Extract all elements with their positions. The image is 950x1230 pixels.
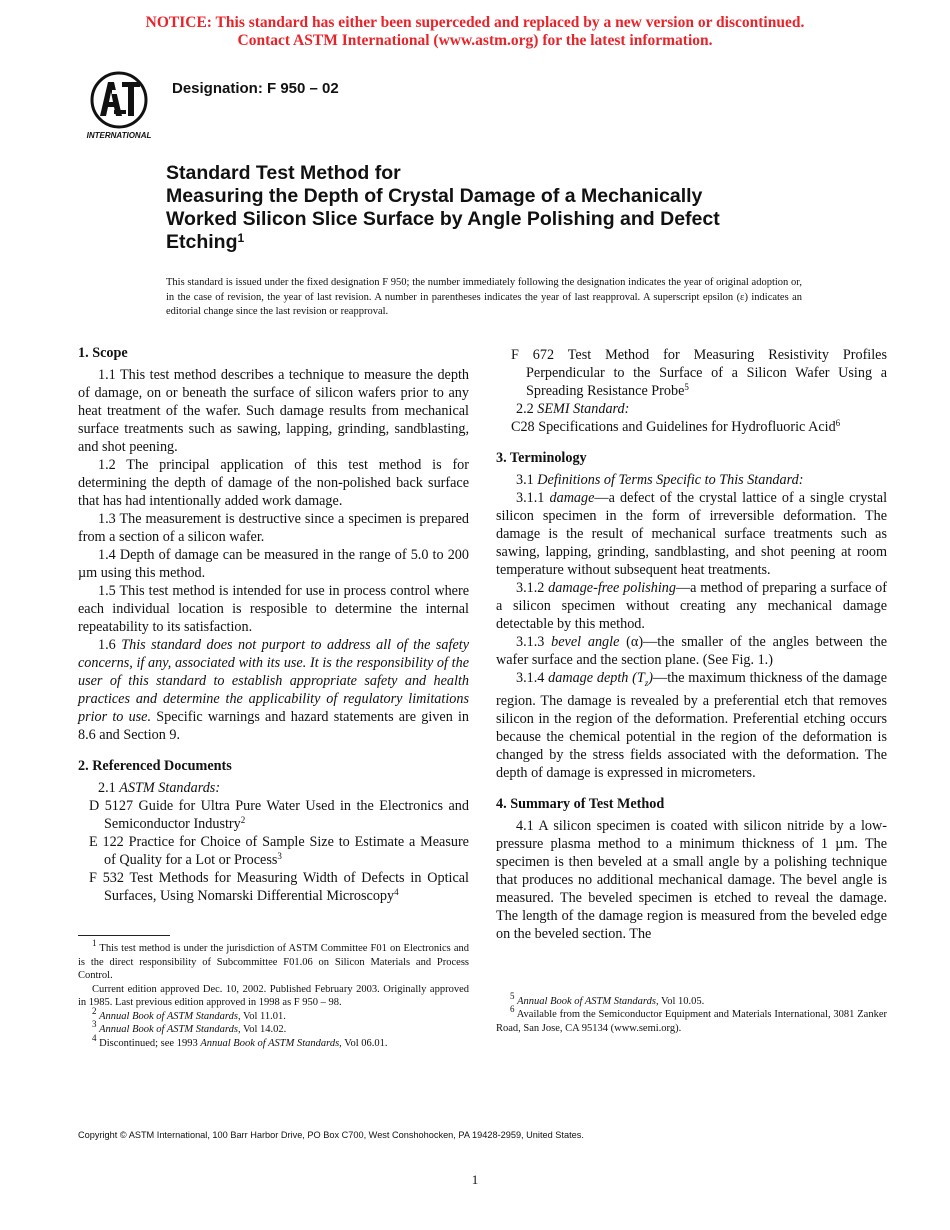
footnote-6-text: Available from the Semiconductor Equipment and Materials International, 3081 Zanker Road, San Jose, CA 95134 (www.semi.org). xyxy=(496,1009,887,1034)
para-1-6-num: 1.6 xyxy=(98,637,122,653)
ref-f532 xyxy=(78,869,469,905)
para-2-2 xyxy=(496,400,887,418)
para-3-1-2-num: 3.1.2 xyxy=(516,580,549,596)
term-damage: damage xyxy=(549,490,595,506)
footnote-3 xyxy=(78,1019,469,1037)
para-2-2-label: SEMI Standard: xyxy=(537,401,630,417)
title-line-3: Worked Silicon Slice Surface by Angle Polishing and Defect xyxy=(166,208,720,230)
section-summary-heading: 4. Summary of Test Method xyxy=(496,795,665,812)
section-terminology-heading: 3. Terminology xyxy=(496,450,587,466)
footnote-2-num: 2 xyxy=(92,1005,97,1016)
astm-logo xyxy=(78,70,160,142)
notice-line-1: NOTICE: This standard has either been superceded and replaced by a new version or discontinued. xyxy=(145,14,805,31)
ref-f672-sup: 5 xyxy=(684,382,689,392)
ref-d5127-sup: 2 xyxy=(240,815,246,825)
logo-wordmark: INTERNATIONAL xyxy=(86,131,152,140)
right-column xyxy=(496,346,887,1035)
ref-c28 xyxy=(496,418,887,436)
title-line-4 xyxy=(166,231,826,254)
term-damage-free-polishing: damage-free polishing xyxy=(548,580,676,596)
para-2-1-label: ASTM Standards: xyxy=(119,780,221,796)
footnote-1b: Current edition approved Dec. 10, 2002. Published February 2003. Originally approved in 1985. Last previous edition approved in 1998 as F 950 – 98. xyxy=(78,983,469,1008)
para-1-2: 1.2 The principal application of this test method is for determining the depth of damage of the non-polished back surface that has had intentionally added work damage. xyxy=(78,457,469,509)
right-footnotes xyxy=(496,990,887,1036)
para-3-1-4 xyxy=(496,669,887,782)
copyright-line: Copyright © ASTM International, 100 Barr Harbor Drive, PO Box C700, West Conshohocken, PA 19428-2959, United States. xyxy=(78,1130,584,1140)
footnote-1-num: 1 xyxy=(92,938,97,948)
para-3-1-label: Definitions of Terms Specific to This Standard: xyxy=(537,472,804,488)
para-1-5: 1.5 This test method is intended for use in process control where each individual location is resposible to determine the internal repeatability to its satisfaction. xyxy=(78,583,469,635)
footnote-4-rest: , Vol 06.01. xyxy=(339,1037,388,1049)
ref-d5127-text: D 5127 Guide for Ultra Pure Water Used in the Electronics and Semiconductor Industry xyxy=(89,798,469,832)
para-3-1-1-num: 3.1.1 xyxy=(516,490,550,506)
para-3-1-3-text: —the smaller of the angles between the wafer surface and the section plane. (See Fig. 1.) xyxy=(496,634,888,668)
supersede-notice xyxy=(0,14,950,50)
para-1-4: 1.4 Depth of damage can be measured in the range of 5.0 to 200 µm using this method. xyxy=(78,547,469,581)
footnote-6 xyxy=(496,1004,887,1035)
designation: Designation: F 950 – 02 xyxy=(172,80,339,97)
para-3-1-4-text: —the maximum thickness of the damage region. The damage is revealed by a preferential etch that removes silicon in the region of the deformation. Preferential etching occurs because the chemical potential in the region of the deformation is changed by the stress fields associated with the deformation. The depth of damage is expressed in micrometers. xyxy=(496,670,888,781)
footnote-6-num: 6 xyxy=(510,1004,515,1015)
term-damage-depth: damage depth (T xyxy=(548,670,645,686)
footnote-2-rest: , Vol 11.01. xyxy=(237,1010,286,1022)
footnote-3-num: 3 xyxy=(92,1019,97,1029)
footnote-4-title: Annual Book of ASTM Standards xyxy=(200,1037,340,1049)
footnote-5 xyxy=(496,990,887,1009)
footnote-4-num: 4 xyxy=(92,1032,97,1043)
issued-note: This standard is issued under the fixed designation F 950; the number immediately following the designation indicates the year of original adoption or, in the case of revision, the year of last revision. A number in parentheses indicates the year of last reapproval. A superscript epsilon (ε) indicates an editorial change since the last revision or reapproval. xyxy=(166,277,802,317)
para-2-2-num: 2.2 xyxy=(516,401,538,417)
ref-f532-text: F 532 Test Methods for Measuring Width of Defects in Optical Surfaces, Using Nomarski Differential Microscopy xyxy=(89,870,469,904)
footnote-2-title: Annual Book of ASTM Standards xyxy=(99,1010,238,1022)
term-damage-depth-sub: z xyxy=(644,677,649,688)
footnote-1 xyxy=(78,938,470,983)
footnote-5-num: 5 xyxy=(510,990,515,1001)
title-line-1: Standard Test Method for xyxy=(166,162,401,184)
title-footnote-ref: 1 xyxy=(237,231,245,245)
para-1-6-caveat: This standard does not purport to address all of the safety concerns, if any, associated with its use. It is the responsibility of the user of this standard to establish appropriate safety and health practices and determine the applicability of regulatory limitations prior to use. xyxy=(78,637,469,725)
para-3-1-2-text: —a method of preparing a surface of a silicon specimen without creating any mechanical damage detectable by this method. xyxy=(496,580,887,632)
title-line-4-text: Etching xyxy=(166,231,238,253)
ref-c28-text: C28 Specifications and Guidelines for Hydrofluoric Acid xyxy=(511,419,836,435)
section-refdocs-heading: 2. Referenced Documents xyxy=(78,758,232,774)
left-column xyxy=(78,342,469,1050)
ref-e122-text: E 122 Practice for Choice of Sample Size to Estimate a Measure of Quality for a Lot or Process xyxy=(89,834,469,868)
para-3-1 xyxy=(496,471,887,489)
para-4-1: 4.1 A silicon specimen is coated with silicon nitride by a low-pressure plasma method to a minimum thickness of 1 µm. The specimen is then beveled at a small angle by a polishing technique that produces no additional mechanical damage. The bevel angle is measured. The beveled specimen is etched to reveal the damage. The length of the damage region is measured from the beveled edge on the beveled section. The xyxy=(496,817,887,942)
ref-e122-sup: 3 xyxy=(277,851,282,861)
term-bevel-angle-symbol: (α) xyxy=(619,634,644,650)
section-scope-heading: 1. Scope xyxy=(78,345,128,361)
ref-f672 xyxy=(496,346,887,400)
para-2-1 xyxy=(78,779,469,797)
document-title xyxy=(166,162,826,254)
para-1-1: 1.1 This test method describes a technique to measure the depth of damage, on or beneath the surface of silicon wafers prior to any heat treatment of the wafer. Such damage results from mechanical surface treatments such as sawing, lapping, grinding, sandblasting, and shot peening. xyxy=(78,367,469,455)
ref-d5127 xyxy=(78,797,469,833)
footnote-5-rest: , Vol 10.05. xyxy=(655,995,705,1007)
notice-line-2: Contact ASTM International (www.astm.org) for the latest information. xyxy=(237,32,713,49)
footnote-5-title: Annual Book of ASTM Standards xyxy=(517,995,656,1007)
para-3-1-1 xyxy=(496,489,887,579)
ref-c28-sup: 6 xyxy=(835,418,841,428)
para-3-1-num: 3.1 xyxy=(516,472,538,488)
astm-logo-mark xyxy=(78,70,160,142)
page-number: 1 xyxy=(471,1172,479,1187)
para-3-1-1-text: —a defect of the crystal lattice of a single crystal silicon specimen in the form of irreversible deformation. The damage is the result of mechanical surface treatments such as sawing, lapping, grinding, sandblasting, and shot peening at room temperature without subsequent heat treatments. xyxy=(496,490,888,578)
footnote-3-title: Annual Book of ASTM Standards xyxy=(99,1024,238,1035)
para-3-1-2 xyxy=(496,579,887,633)
footnote-4-pre: Discontinued; see 1993 xyxy=(96,1037,201,1049)
para-1-6-rest: Specific warnings and hazard statements are given in 8.6 and Section 9. xyxy=(78,709,470,743)
ref-e122 xyxy=(78,833,469,869)
ref-f532-sup: 4 xyxy=(394,887,399,897)
para-1-6 xyxy=(78,636,469,744)
term-damage-depth-close: ) xyxy=(648,670,654,686)
para-3-1-3 xyxy=(496,633,887,669)
footnote-2 xyxy=(78,1005,469,1024)
para-3-1-4-num: 3.1.4 xyxy=(516,670,549,686)
footnote-3-rest: , Vol 14.02. xyxy=(237,1024,287,1035)
left-footnotes xyxy=(78,938,470,1050)
para-3-1-3-num: 3.1.3 xyxy=(516,634,552,650)
footnote-divider xyxy=(78,935,170,936)
title-line-2: Measuring the Depth of Crystal Damage of a Mechanically xyxy=(166,185,703,207)
footnote-1-text: This test method is under the jurisdiction of ASTM Committee F01 on Electronics and is the direct responsibility of Subcommittee F01.06 on Silicon Materials and Process Control. xyxy=(78,943,470,981)
footnote-4 xyxy=(78,1032,469,1051)
para-2-1-num: 2.1 xyxy=(98,780,120,796)
para-1-3: 1.3 The measurement is destructive since a specimen is prepared from a section of a silicon wafer. xyxy=(78,511,469,545)
ref-f672-text: F 672 Test Method for Measuring Resistivity Profiles Perpendicular to the Surface of a Silicon Wafer Using a Spreading Resistance Probe xyxy=(511,347,887,399)
term-bevel-angle: bevel angle xyxy=(551,634,620,650)
